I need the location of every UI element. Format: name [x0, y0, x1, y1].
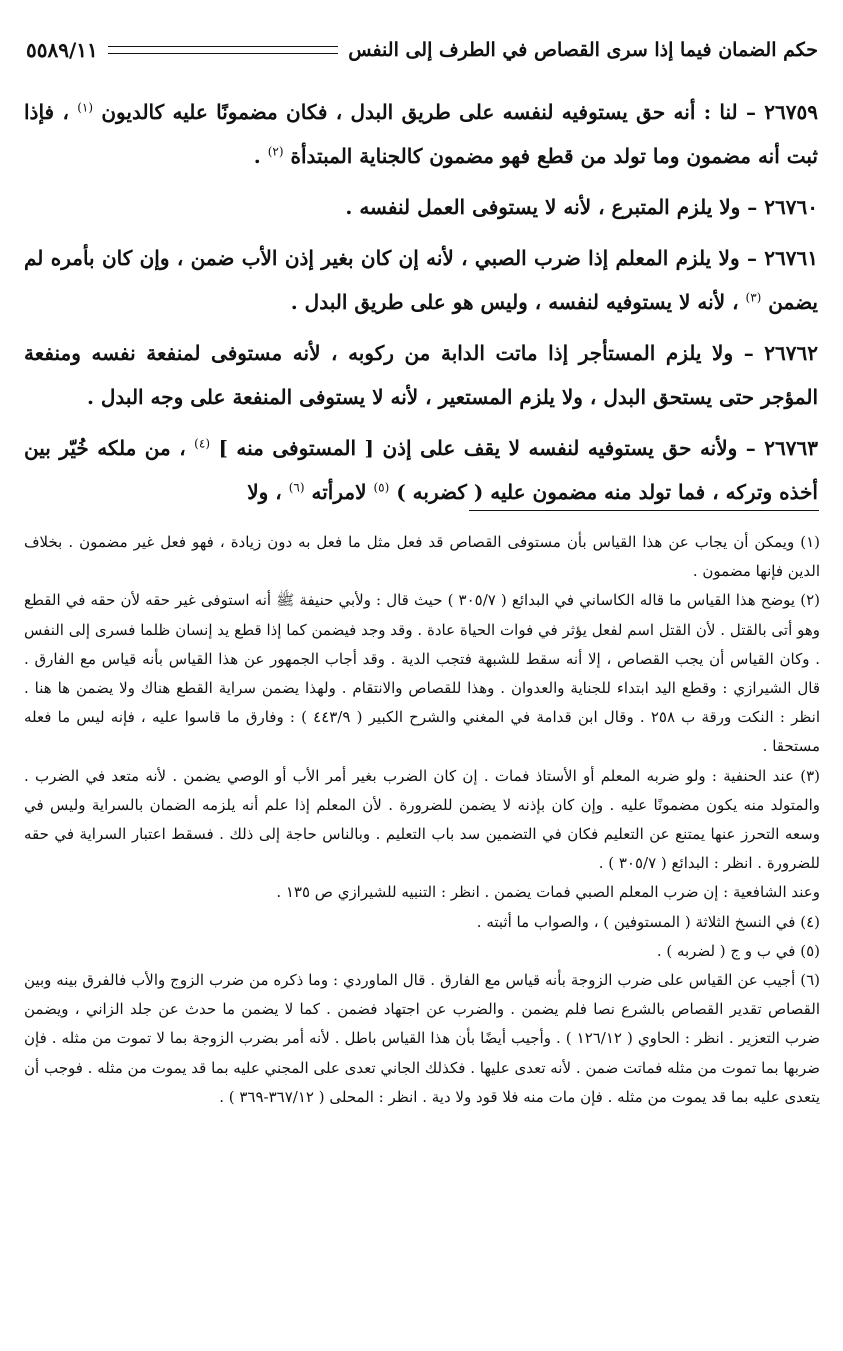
paragraph-number: ٢٦٧٦٣	[764, 436, 818, 460]
footnote-ref: (٦)	[288, 480, 305, 495]
paragraph-26760: ٢٦٧٦٠ – ولا يلزم المتبرع ، لأنه لا يستوفى العمل لنفسه .	[345, 195, 818, 219]
footnote-4: (٤) في النسخ الثلاثة ( المستوفين ) ، والصواب ما أثبته .	[476, 912, 820, 931]
footnote-3-continued: وعند الشافعية : إن ضرب المعلم الصبي فمات يضمن . انظر : التنبيه للشيرازي ص ١٣٥ .	[276, 883, 820, 902]
paragraph-number: ٢٦٧٦٢	[764, 341, 818, 365]
paragraph-26761: ٢٦٧٦١ – ولا يلزم المعلم إذا ضرب الصبي ، لأنه إن كان بغير إذن الأب ضمن ، وإن كان بأمره لم يضمن $^{(٣)}$ ، لأنه لا يستوفيه لنفسه ، وليس هو على طريق البدل .	[24, 246, 819, 314]
footnote-separator	[469, 510, 819, 511]
footnote-3: (٣) عند الحنفية : ولو ضربه المعلم أو الأستاذ فمات . إن كان الضرب بغير أمر الأب أو الوصي يضمن . لأنه متعد في الضرب . والمتولد منه يكون مضمونًا عليه . وإن كان بإذنه لا يضمن للضرورة . لأن المعلم إذا علم أنه يلزمه الضمان بالسراية وليس في وسعه التحرز عنها يمتنع عن التعليم فكان في التضمين سد باب التعليم . وبالناس حاجة إلى ذلك . فسقط اعتبار السراية في حقه للضرورة . انظر : البدائع ( ٣٠٥/٧ ) .	[24, 766, 820, 873]
footnote-6: (٦) أجيب عن القياس على ضرب الزوجة بأنه قياس مع الفارق . قال الماوردي : وما ذكره من ضرب الزوج والأب فالفرق بينه وبين القصاص تقدير القصاص بالشرع نصا فلم يضمن . والضرب عن اجتهاد فضمن . كما لا يضمن ما حدث عن جلد الزاني ، ويضمن ضرب التعزير . انظر : الحاوي ( ١٢٦/١٢ ) . وأجيب أيضًا بأن هذا القياس باطل . لأنه أمر بضرب الزوجة بما لا تموت من مثله . فإن ضربها بما تموت من مثله فماتت ضمن . لأنه تعدى عليها . فكذلك الجاني تعدى على المجني عليه بما قد يموت من مثله . فوجب أن يتعدى عليه بما قد يموت من مثله . فإن مات منه فلا قود ولا دية . انظر : المحلى ( ٣٦٧/١٢-٣٦٩ ) .	[24, 971, 821, 1106]
main-text	[24, 90, 818, 514]
paragraph-26762: ٢٦٧٦٢ – ولا يلزم المستأجر إذا ماتت الدابة من ركوبه ، لأنه مستوفى لمنفعة نفسه ومنفعة المؤجر حتى يستحق البدل ، ولا يلزم المستعير ، لأنه لا يستوفى المنفعة على وجه البدل .	[24, 341, 818, 409]
footnote-ref: (٣)	[745, 290, 762, 305]
footnote-1: (١) ويمكن أن يجاب عن هذا القياس بأن مستوفى القصاص قد فعل مثل ما فعل به دون زيادة ، فهو فعل غير مضمون . بخلاف الدين فإنها مضمون .	[24, 533, 820, 581]
paragraph-number: ٢٦٧٦٠	[764, 195, 818, 219]
footnote-ref: (١)	[77, 100, 94, 115]
footnotes	[24, 528, 820, 1112]
header-rule	[108, 46, 338, 54]
footnote-ref: (٥)	[373, 480, 390, 495]
footnote-ref: (٤)	[194, 436, 210, 451]
paragraph-number: ٢٦٧٦١	[764, 246, 819, 270]
paragraph-26763: ٢٦٧٦٣ – ولأنه حق يستوفيه لنفسه لا يقف على إذن [ المستوفى منه ] $^{(٤)}$ ، من ملكه خُيّر بين أخذه وتركه ، فما تولد منه مضمون عليه ( كضربه ) $^{(٥)}$ لامرأته $^{(٦)}$ ، ولا	[24, 436, 818, 504]
footnote-ref: (٢)	[267, 144, 284, 159]
paragraph-number: ٢٦٧٥٩	[764, 100, 818, 124]
running-header	[26, 30, 818, 70]
footnote-5: (٥) في ب و ج ( لضربه ) .	[656, 941, 820, 960]
header-title: حكم الضمان فيما إذا سرى القصاص في الطرف إلى النفس	[348, 39, 818, 61]
paragraph-26759: ٢٦٧٥٩ – لنا : أنه حق يستوفيه لنفسه على طريق البدل ، فكان مضمونًا عليه كالديون $^{(١)}$ ، فإذا ثبت أنه مضمون وما تولد من قطع فهو مضمون كالجناية المبتدأة $^{(٢)}$ .	[24, 100, 818, 168]
page-number: ٥٥٨٩/١١	[26, 38, 98, 62]
footnote-2: (٢) يوضح هذا القياس ما قاله الكاساني في البدائع ( ٣٠٥/٧ ) حيث قال : ولأبي حنيفة ﷺ أنه استوفى غير حقه لأن حقه في القطع وهو أتى بالقتل . لأن القتل اسم لفعل يؤثر في فوات الحياة عادة . وقد وجد فيضمن كما إذا قطع يد إنسان ظلما فسرى إلى النفس . وكان القياس أن يجب القصاص ، إلا أنه سقط للشبهة فتجب الدية . وقد أجاب الجمهور عن هذا القياس بأنه قياس مع الفارق . قال الشيرازي : وقطع اليد ابتداء للجناية والعدوان . وهذا للقصاص والانتقام . ولهذا يضمن سراية القطع هناك ولا يضمن ها هنا . انظر : النكت ورقة ب ٢٥٨ . وقال ابن قدامة في المغني والشرح الكبير ( ٤٤٣/٩ ) : وفارق ما قاسوا عليه ، فإنه ليس ما فعله مستحقا .	[24, 591, 820, 756]
